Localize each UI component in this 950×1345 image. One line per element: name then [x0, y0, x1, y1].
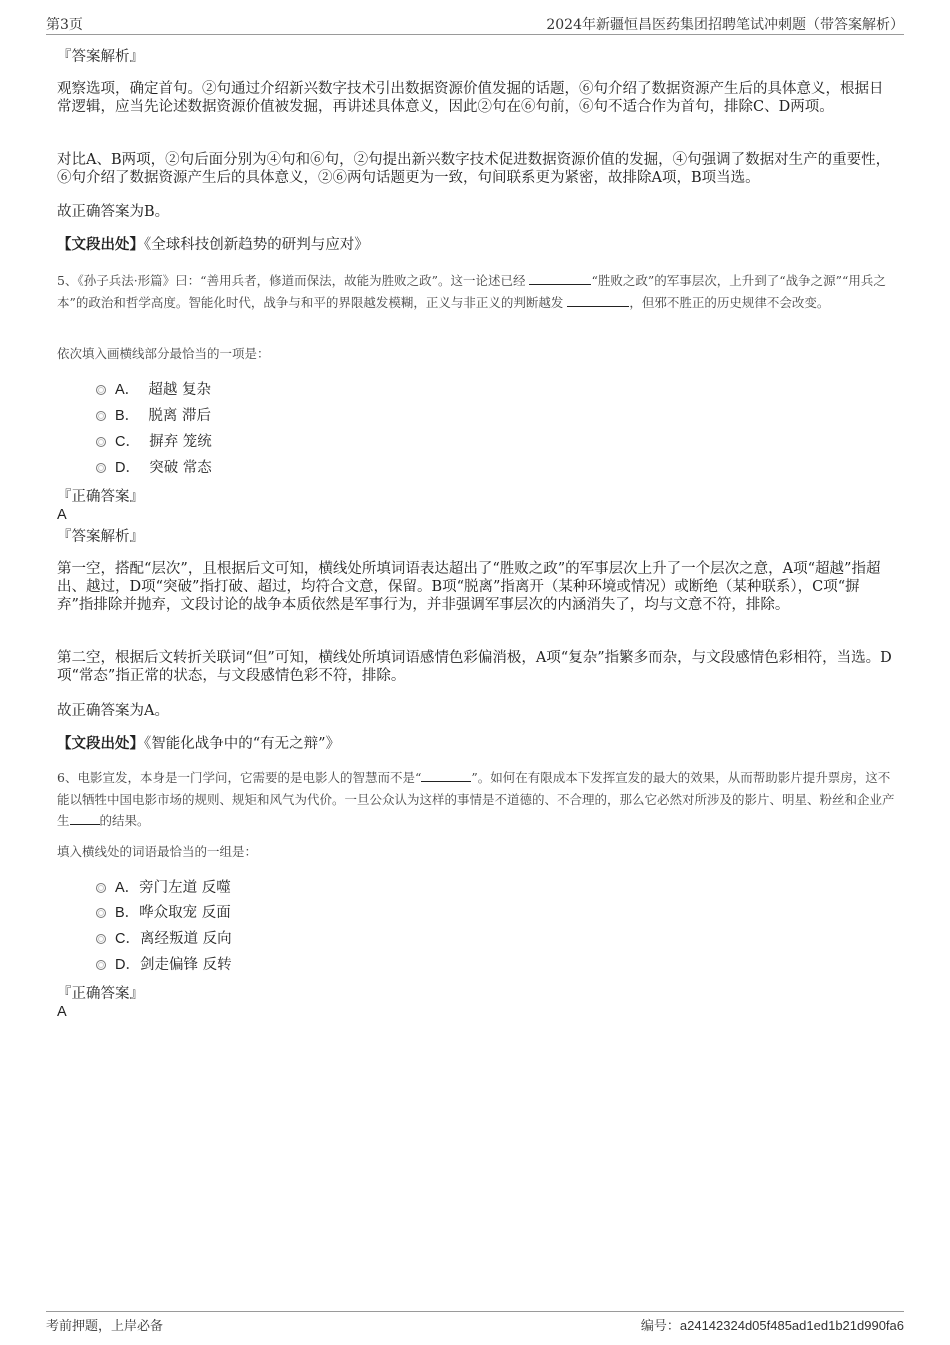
analysis-text: 对比A、B两项，②句后面分别为④句和⑥句，②句提出新兴数字技术促进数据资源价值的发掘，④句强调了数据对生产的重要性，⑥句介绍了数据资源产生后的具体意义，②⑥两句话题更为一致，句间联系更为紧密，故排除A项，B项当选。 [57, 152, 891, 186]
stem-part: 5、《孙子兵法·形篇》曰：“善用兵者，修道而保法，故能为胜败之政”。这一论述已经 [57, 273, 526, 288]
analysis-label [57, 528, 893, 546]
source-label: 【文段出处】 [57, 236, 144, 253]
stem-part: ”。如何在有限成本下发挥宣发的最大的效果，从而帮助影片提升票房，这不能以牺牲中国电影市场的规则、规矩和风气为代价。一旦公众认为这样的事情是不道德的、不合理的，那么它必然对所涉及的影片、明星、粉丝和企业产生 [57, 770, 895, 828]
option-text: 旁门左道 反噬 [139, 880, 231, 896]
option-a[interactable] [96, 380, 211, 400]
option-text: 离经叛道 反向 [139, 931, 232, 947]
radio-icon[interactable] [96, 385, 106, 395]
conclusion [57, 702, 893, 720]
option-text: 剑走偏锋 反转 [139, 957, 232, 973]
radio-icon[interactable] [96, 934, 106, 944]
answer-label-text: 『正确答案』 [57, 489, 144, 505]
option-text: 哗众取宠 反面 [139, 905, 231, 921]
code-label: 编号： [640, 1319, 680, 1334]
option-letter: B． [115, 408, 140, 424]
stem-part: 的结果。 [99, 813, 150, 828]
answer-value: A [57, 507, 67, 523]
option-text: 摒弃 笼统 [149, 434, 212, 450]
analysis-label [57, 48, 893, 66]
analysis-label-text: 『答案解析』 [57, 529, 144, 545]
radio-icon[interactable] [96, 463, 106, 473]
blank-line [70, 812, 100, 825]
blank-line [567, 294, 629, 307]
footer-slogan: 考前押题，上岸必备 [46, 1319, 164, 1334]
option-b[interactable] [96, 406, 211, 426]
page-number: 第3页 [46, 17, 83, 33]
radio-icon[interactable] [96, 883, 106, 893]
analysis-paragraph [57, 649, 893, 685]
page-footer [46, 1311, 904, 1336]
option-letter: B． [115, 905, 140, 921]
source-line [57, 735, 893, 753]
prompt-text: 依次填入画横线部分最恰当的一项是： [57, 346, 270, 361]
option-c[interactable] [96, 929, 232, 949]
radio-icon[interactable] [96, 908, 106, 918]
option-letter: A． [115, 880, 140, 896]
option-text: 脱离 滞后 [148, 408, 211, 424]
option-letter: D． [115, 460, 140, 476]
option-d[interactable] [96, 955, 232, 975]
option-letter: A． [115, 382, 140, 398]
document-title: 2024年新疆恒昌医药集团招聘笔试冲刺题（带答案解析） [546, 17, 904, 33]
source-line [57, 236, 893, 254]
page-header [46, 12, 904, 35]
option-c[interactable] [96, 432, 212, 452]
question-5-prompt [57, 343, 895, 365]
option-text: 突破 常态 [149, 460, 212, 476]
option-letter: C． [115, 434, 140, 450]
blank-line [529, 272, 591, 285]
option-text: 超越 复杂 [148, 382, 211, 398]
option-a[interactable] [96, 878, 231, 898]
analysis-text: 观察选项，确定首句。②句通过介绍新兴数字技术引出数据资源价值发掘的话题，⑥句介绍了数据资源产生后的具体意义，根据日常逻辑，应当先论述数据资源价值被发掘，再讲述具体意义，因此②句在⑥句前，⑥句不适合作为首句，排除C、D两项。 [57, 81, 884, 115]
option-d[interactable] [96, 458, 212, 478]
code-value: a24142324d05f485ad1ed1b21d990fa6 [679, 1318, 904, 1333]
radio-icon[interactable] [96, 960, 106, 970]
option-b[interactable] [96, 903, 231, 923]
question-5-stem [57, 270, 895, 313]
stem-part: ，但邪不胜正的历史规律不会改变。 [629, 294, 830, 310]
radio-icon[interactable] [96, 411, 106, 421]
analysis-paragraph [57, 80, 893, 116]
correct-answer-label [57, 985, 893, 1003]
analysis-label-text: 『答案解析』 [57, 49, 144, 65]
conclusion-text: 故正确答案为B。 [57, 204, 170, 220]
document-code [641, 1315, 904, 1334]
conclusion [57, 203, 893, 221]
correct-answer [57, 1003, 893, 1021]
analysis-text: 第二空，根据后文转折关联词“但”可知，横线处所填词语感情色彩偏消极，A项“复杂”指繁多而杂，与文段感情色彩相符，当选。D项“常态”指正常的状态，与文段感情色彩不符，排除。 [57, 650, 892, 684]
option-letter: C． [115, 931, 140, 947]
source-label: 【文段出处】 [57, 735, 144, 752]
stem-part: 6、电影宣发，本身是一门学问，它需要的是电影人的智慧而不是“ [57, 770, 422, 785]
answer-value: A [57, 1004, 67, 1020]
source-text: 《全球科技创新趋势的研判与应对》 [144, 237, 369, 253]
analysis-paragraph [57, 560, 893, 614]
stem-part: “胜败之政”的军事层次，上升到了“战争之源”“用兵之本”的政治和哲学高度。智能化时代，战争与和平的界限越发模糊，正义与非正义的判断越发 [57, 273, 886, 310]
prompt-text: 填入横线处的词语最恰当的一组是： [57, 844, 258, 859]
source-text: 《智能化战争中的“有无之辩”》 [144, 736, 341, 752]
correct-answer-label [57, 488, 893, 506]
analysis-text: 第一空，搭配“层次”，且根据后文可知，横线处所填词语表达超出了“胜败之政”的军事层次上升了一个层次之意，A项“超越”指超出、越过，D项“突破”指打破、超过，均符合文意，保留。B项“脱离”指离开（某种环境或情况）或断绝（某种联系），C项“摒弃”指排除并抛弃，文段讨论的战争本质依然是军事行为，并非强调军事层次的内涵消失了，均与文意不符，排除。 [57, 561, 881, 613]
conclusion-text: 故正确答案为A。 [57, 703, 169, 719]
blank-line [421, 769, 471, 782]
question-6-prompt [57, 841, 895, 863]
correct-answer [57, 506, 893, 524]
option-letter: D． [115, 957, 140, 973]
radio-icon[interactable] [96, 437, 106, 447]
answer-label-text: 『正确答案』 [57, 986, 144, 1002]
question-6-stem [57, 767, 895, 832]
analysis-paragraph [57, 151, 893, 187]
